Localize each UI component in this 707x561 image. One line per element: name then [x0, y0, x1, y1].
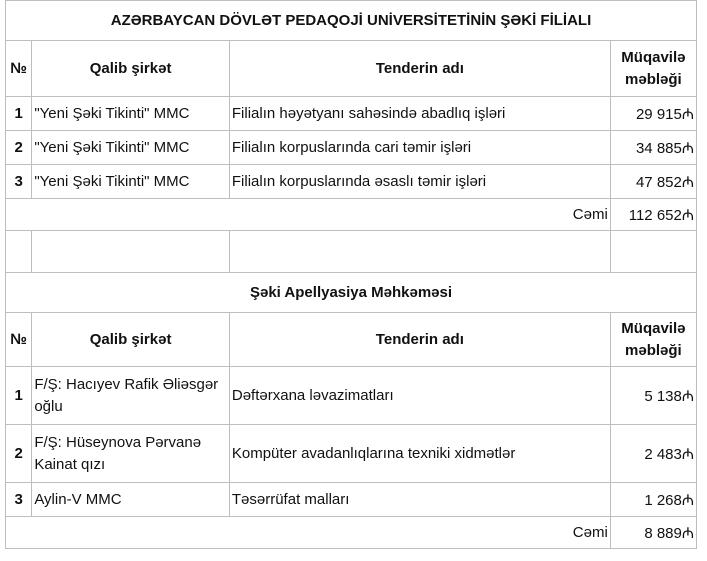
row-no: 2	[6, 131, 32, 165]
header-no: №	[6, 313, 32, 367]
section-title: Şəki Apellyasiya Məhkəməsi	[6, 273, 697, 313]
row-no: 2	[6, 425, 32, 483]
header-amount	[610, 313, 696, 367]
row-no: 1	[6, 367, 32, 425]
header-no: №	[6, 41, 32, 97]
header-row	[6, 41, 697, 97]
row-tender: Filialın korpuslarında əsaslı təmir işləri	[229, 165, 610, 199]
table-row	[6, 367, 697, 425]
row-company: "Yeni Şəki Tikinti" MMC	[32, 131, 230, 165]
row-company: "Yeni Şəki Tikinti" MMC	[32, 165, 230, 199]
row-amount: 34 885₼	[610, 131, 696, 165]
total-label: Cəmi	[6, 517, 611, 549]
total-amount: 112 652₼	[610, 199, 696, 231]
header-amount-line2: məbləği	[625, 70, 682, 88]
row-amount: 5 138₼	[610, 367, 696, 425]
row-amount: 47 852₼	[610, 165, 696, 199]
section-title-row	[6, 1, 697, 41]
row-company: F/Ş: Hüseynova Pərvanə Kainat qızı	[32, 425, 230, 483]
row-amount: 29 915₼	[610, 97, 696, 131]
total-amount: 8 889₼	[610, 517, 696, 549]
header-amount-line1: Müqavilə	[621, 319, 686, 337]
header-row	[6, 313, 697, 367]
empty-cell	[32, 231, 230, 273]
row-tender: Kompüter avadanlıqlarına texniki xidmətlər	[229, 425, 610, 483]
header-amount	[610, 41, 696, 97]
row-company: F/Ş: Hacıyev Rafik Əliəsgər oğlu	[32, 367, 230, 425]
empty-cell	[610, 231, 696, 273]
row-no: 1	[6, 97, 32, 131]
row-company: Aylin-V MMC	[32, 483, 230, 517]
header-amount-line2: məbləği	[625, 341, 682, 359]
header-amount-line1: Müqavilə	[621, 48, 686, 66]
row-tender: Filialın korpuslarında cari təmir işləri	[229, 131, 610, 165]
header-company: Qalib şirkət	[32, 41, 230, 97]
total-row	[6, 517, 697, 549]
header-company: Qalib şirkət	[32, 313, 230, 367]
spacer-row	[6, 231, 697, 273]
table-row	[6, 97, 697, 131]
row-no: 3	[6, 165, 32, 199]
section-title: AZƏRBAYCAN DÖVLƏT PEDAQOJİ UNİVERSİTETİNİN ŞƏKİ FİLİALI	[6, 1, 697, 41]
total-row	[6, 199, 697, 231]
empty-cell	[229, 231, 610, 273]
table-row	[6, 425, 697, 483]
tenders-table	[5, 0, 697, 549]
empty-cell	[6, 231, 32, 273]
total-label: Cəmi	[6, 199, 611, 231]
header-tender: Tenderin adı	[229, 313, 610, 367]
row-no: 3	[6, 483, 32, 517]
row-tender: Dəftərxana ləvazimatları	[229, 367, 610, 425]
table-row	[6, 131, 697, 165]
table-row	[6, 165, 697, 199]
row-tender: Təsərrüfat malları	[229, 483, 610, 517]
row-tender: Filialın həyətyanı sahəsində abadlıq işləri	[229, 97, 610, 131]
header-tender: Tenderin adı	[229, 41, 610, 97]
row-amount: 2 483₼	[610, 425, 696, 483]
row-company: "Yeni Şəki Tikinti" MMC	[32, 97, 230, 131]
row-amount: 1 268₼	[610, 483, 696, 517]
section-title-row	[6, 273, 697, 313]
table-row	[6, 483, 697, 517]
